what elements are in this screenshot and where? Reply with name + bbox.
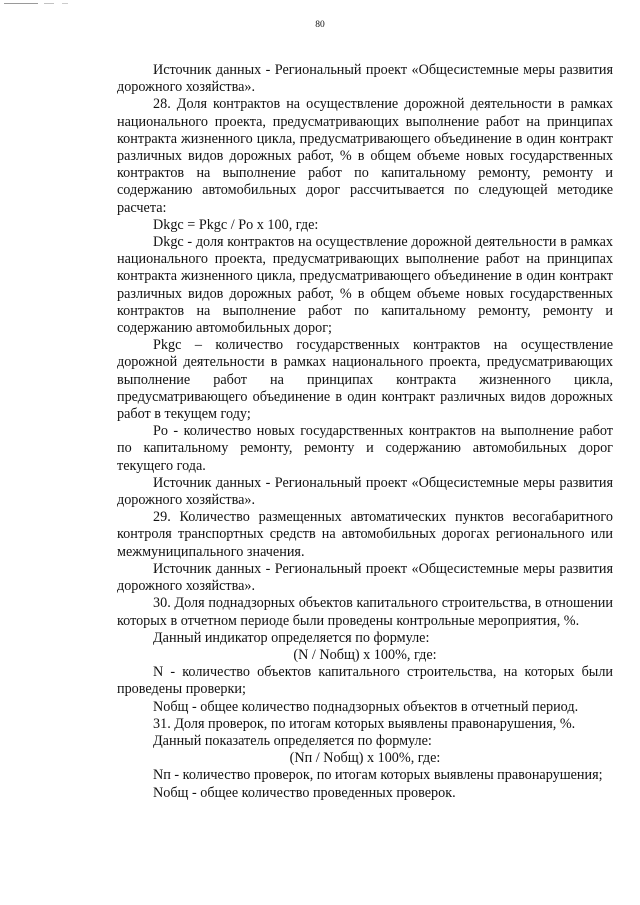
scan-edge-mark (62, 3, 68, 4)
term-np: Nп - количество проверок, по итогам которых выявлены правонарушения; (153, 767, 603, 784)
indicator-28-definition: 28. Доля контрактов на осуществление дорожной деятельности в рамках национального проекта, предусматривающих выполнение работ на принципах контракта жизненного цикла, предусматривающего объединение в один контракт различных видов дорожных работ, % в общем объеме новых государственных контрактов на выполнение работ по капитальному ремонту, ремонту и содержанию автомобильных дорог рассчитывается по следующей методике расчета: (117, 96, 613, 216)
formula-dkgc: Dkgc = Pkgc / Po x 100, где: (153, 216, 319, 233)
formula-n-share: (N / Nобщ) x 100%, где: (293, 646, 437, 663)
indicator-30-definition: 30. Доля поднадзорных объектов капитального строительства, в отношении которых в отчетном периоде были проведены контрольные мероприятия, %. (117, 595, 613, 629)
term-nobshch-checks: Nобщ - общее количество проведенных проверок. (153, 784, 456, 801)
term-pkgc: Pkgc – количество государственных контрактов на осуществление дорожной деятельности в рамках национального проекта, предусматривающих выполнение работ на принципах контракта жизненного цикла, предусматривающего объединение в один контракт различных видов дорожных работ в текущем году; (117, 337, 613, 423)
term-n: N - количество объектов капитального строительства, на которых были проведены проверки; (117, 664, 613, 698)
term-po: Po - количество новых государственных контрактов на выполнение работ по капитальному ремонту, ремонту и содержанию автомобильных дорог текущего года. (117, 423, 613, 474)
scan-edge-mark (4, 3, 38, 4)
source-note: Источник данных - Региональный проект «Общесистемные меры развития дорожного хозяйства». (117, 474, 613, 509)
term-nobshch: Nобщ - общее количество поднадзорных объектов в отчетный период. (153, 698, 579, 715)
formula-intro: Данный индикатор определяется по формуле: (153, 629, 430, 646)
page-number: 80 (315, 20, 325, 30)
indicator-29-definition: 29. Количество размещенных автоматических пунктов весогабаритного контроля транспортных средств на автомобильных дорогах регионального или межмуниципального значения. (117, 509, 613, 560)
document-body (117, 62, 613, 802)
scan-edge-mark (44, 3, 54, 4)
formula-np-share: (Nп / Nобщ) x 100%, где: (289, 750, 441, 767)
formula-intro: Данный показатель определяется по формуле: (153, 732, 432, 749)
indicator-31-definition: 31. Доля проверок, по итогам которых выявлены правонарушения, %. (153, 715, 576, 732)
term-dkgc: Dkgc - доля контрактов на осуществление дорожной деятельности в рамках национального проекта, предусматривающих выполнение работ на принципах контракта жизненного цикла, предусматривающего объединение в один контракт различных видов дорожных работ, % в общем объеме новых государственных контрактов на выполнение работ по капитальному ремонту, ремонту и содержанию автомобильных дорог; (117, 234, 613, 337)
source-note: Источник данных - Региональный проект «Общесистемные меры развития дорожного хозяйства». (117, 560, 613, 595)
source-note: Источник данных - Региональный проект «Общесистемные меры развития дорожного хозяйства». (117, 62, 613, 96)
